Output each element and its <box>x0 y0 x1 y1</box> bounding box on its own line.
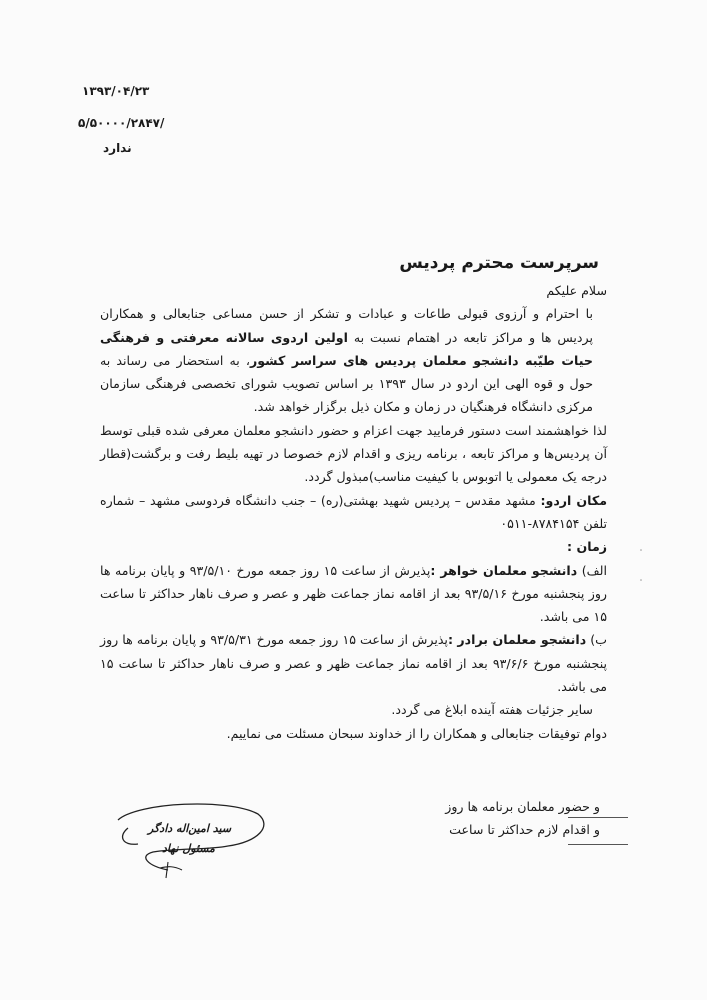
closing-1: سایر جزئیات هفته آینده ابلاغ می گردد. <box>391 702 593 718</box>
signature-role: مسئول نهاد <box>162 842 215 855</box>
signature-name: سید امین‌اله دادگر <box>148 822 232 835</box>
fragment-rule-1 <box>568 817 628 818</box>
letter-attachment: ندارد <box>103 141 132 155</box>
item-a <box>100 559 607 629</box>
place-paragraph <box>100 489 607 536</box>
paragraph-1-part-a: با احترام و آرزوی قبولی طاعات و عبادات و تشکر از حسن مساعی جنابعالی و همکاران پردیس ها و مراکز تابعه در اهتمام نسبت به <box>100 306 593 345</box>
paragraph-1-part-b: ، به استحضار می رساند به حول و قوه الهی این اردو در سال ۱۳۹۳ بر اساس تصویب شورای تخصصی فرهنگی سازمان مرکزی دانشگاه فرهنگیان در زمان و مکان ذیل برگزار خواهد شد. <box>100 352 593 415</box>
closing-2: دوام توفیقات جنابعالی و همکاران را از خداوند سبحان مسئلت می نماییم. <box>226 725 607 741</box>
item-a-prefix: الف) <box>577 562 607 578</box>
signature-block <box>108 800 268 880</box>
event-name: اولین اردوی سالانه معرفتی و فرهنگی حیات طیّبه دانشجو معلمان پردیس های سراسر کشور <box>100 329 593 368</box>
time-label: زمان : <box>567 539 607 555</box>
item-a-text: پذیرش از ساعت ۱۵ روز جمعه مورخ ۹۳/۵/۱۰ و پایان برنامه ها روز پنجشنبه مورخ ۹۳/۵/۱۶ بعد از اقامه نماز جماعت ظهر و عصر و صرف ناهار حداکثر تا ساعت ۱۵ می باشد. <box>100 562 607 625</box>
letter-number: ۵/۵۰۰۰۰/۲۸۴۷/ <box>78 116 165 130</box>
paragraph-1 <box>100 302 607 418</box>
fragment-line-1: و حضور معلمان برنامه ها روز <box>445 799 600 814</box>
margin-dots <box>640 540 642 600</box>
place-text: مشهد مقدس – پردیس شهید بهشتی(ره) – جنب دانشگاه فردوسی مشهد – شماره تلفن ۸۷۸۴۱۵۴-۰۵۱۱ <box>100 492 607 531</box>
item-b <box>100 628 607 698</box>
item-a-label: دانشجو معلمان خواهر : <box>430 562 578 578</box>
overlay-fragment <box>420 795 600 841</box>
item-b-text: پذیرش از ساعت ۱۵ روز جمعه مورخ ۹۳/۵/۳۱ و پایان برنامه ها روز پنجشنبه مورخ ۹۳/۶/۶ بعد از اقامه نماز جماعت ظهر و عصر و صرف ناهار حداکثر تا ساعت ۱۵ می باشد. <box>100 632 607 695</box>
item-b-prefix: ب) <box>586 632 607 648</box>
letter-date: ۱۳۹۳/۰۴/۲۳ <box>82 84 150 98</box>
item-b-label: دانشجو معلمان برادر : <box>447 632 587 648</box>
greeting: سلام علیکم <box>546 283 607 298</box>
place-label: مکان اردو: <box>540 492 607 508</box>
letter-title: سرپرست محترم پردیس <box>399 253 599 273</box>
letter-body <box>100 279 607 745</box>
fragment-rule-2 <box>568 844 628 845</box>
fragment-line-2: و اقدام لازم حداکثر تا ساعت <box>449 822 600 837</box>
signature-scribble <box>108 800 268 880</box>
paragraph-2: لذا خواهشمند است دستور فرمایید جهت اعزام و حضور دانشجو معلمان معرفی شده قبلی توسط آن پردیس‌ها و مراکز تابعه ، برنامه ریزی و اقدام لازم خصوصا در تهیه بلیط رفت و برگشت(قطار درجه یک معمولی یا اتوبوس با کیفیت مناسب)مبذول گردد. <box>100 422 607 485</box>
